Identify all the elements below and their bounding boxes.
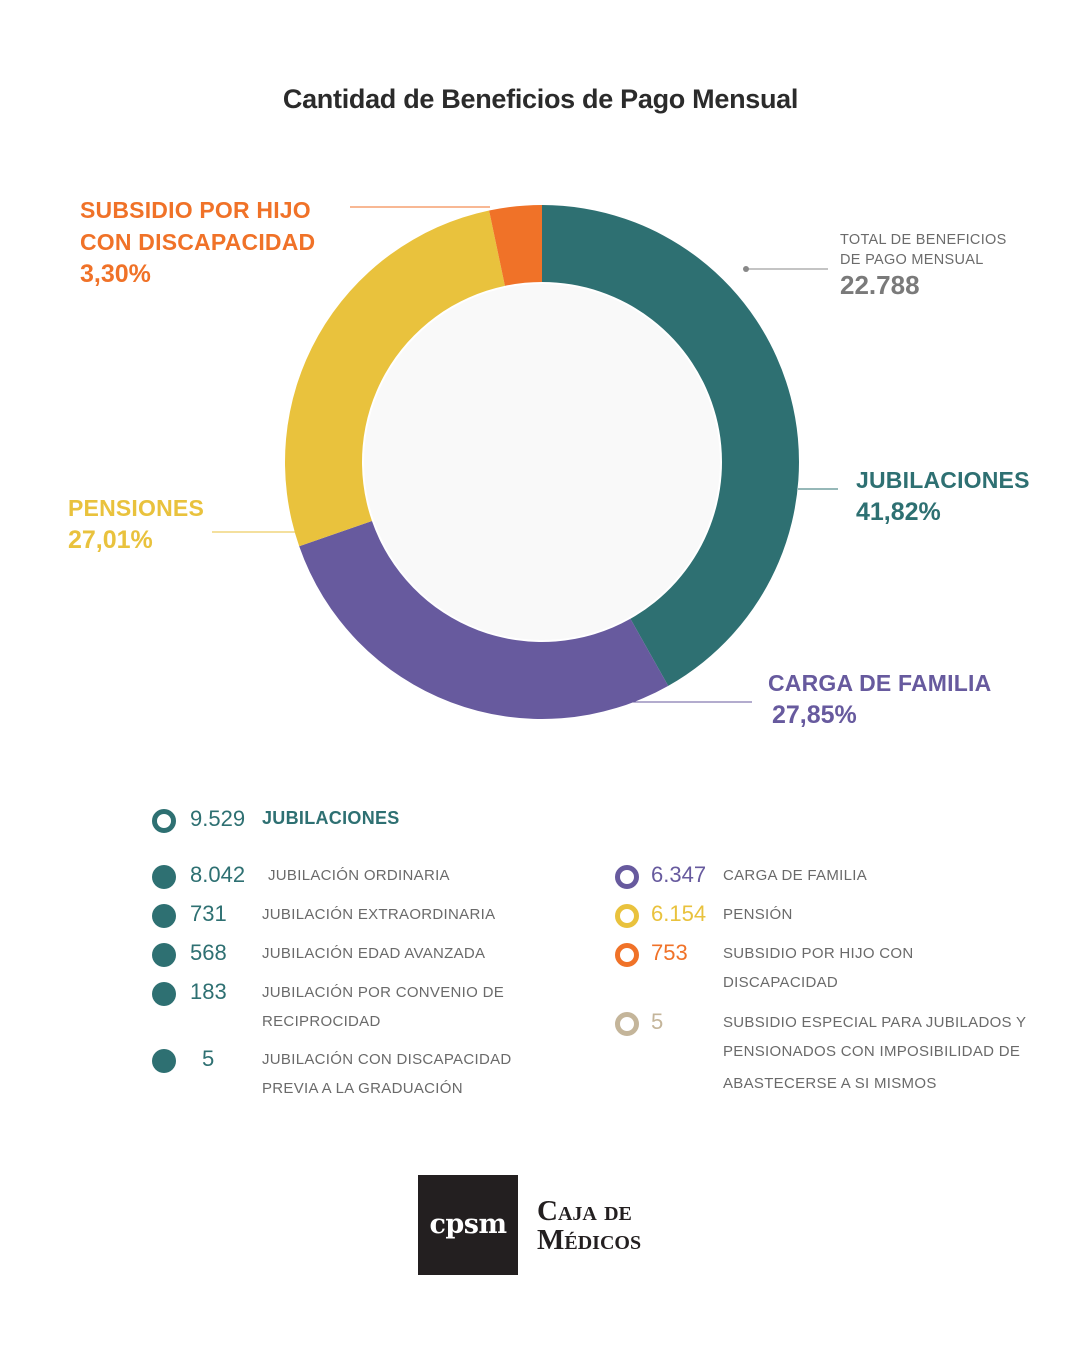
legend-ring-icon	[615, 904, 639, 928]
legend-item-line-2: RECIPROCIDAD	[262, 1013, 381, 1030]
legend-item-value: 5	[651, 1009, 664, 1034]
legend-header-label: JUBILACIONES	[262, 808, 400, 828]
legend-item-label	[262, 900, 495, 929]
pensiones-callout-pct: 27,01%	[68, 526, 153, 554]
pensiones-callout-label: PENSIONES	[68, 495, 205, 521]
legend-item-line-1: PENSIÓN	[723, 906, 793, 923]
donut-center	[364, 284, 720, 640]
logo-line-1: Caja de	[537, 1195, 632, 1227]
legend-item-label	[723, 861, 867, 890]
total-label-1: TOTAL DE BENEFICIOS	[840, 232, 1007, 248]
total-value: 22.788	[840, 270, 920, 300]
subsidio-callout-pct: 3,30%	[80, 260, 151, 288]
legend-item-line-1: JUBILACIÓN CON DISCAPACIDAD	[262, 1051, 512, 1068]
total-leader-dot	[743, 266, 749, 272]
legend-item-line-2: PENSIONADOS CON IMPOSIBILIDAD DE	[723, 1043, 1021, 1060]
jubilaciones-callout-label: JUBILACIONES	[856, 467, 1030, 493]
legend-item-value: 753	[651, 940, 688, 965]
caja-de-medicos-wordmark	[537, 1197, 641, 1255]
legend-item-label	[262, 939, 485, 968]
legend-dot-icon	[152, 904, 176, 928]
legend-item-line-1: SUBSIDIO ESPECIAL PARA JUBILADOS Y	[723, 1014, 1027, 1031]
carga-callout	[768, 667, 991, 731]
legend-dot-icon	[152, 982, 176, 1006]
legend-item-line-1: JUBILACIÓN EXTRAORDINARIA	[262, 906, 496, 923]
logo-line-2: Médicos	[537, 1224, 642, 1256]
legend-item-line-1: SUBSIDIO POR HIJO CON	[723, 945, 914, 962]
legend-ring-icon	[615, 865, 639, 889]
legend-item-line-3: ABASTECERSE A SI MISMOS	[723, 1075, 937, 1092]
legend-item-line-1: CARGA DE FAMILIA	[723, 867, 868, 884]
legend-dot-icon	[152, 865, 176, 889]
jubilaciones-callout-pct: 41,82%	[856, 498, 941, 526]
legend-item-label	[262, 978, 504, 1036]
chart-title: Cantidad de Beneficios de Pago Mensual	[282, 84, 799, 114]
legend-item-value: 6.347	[651, 862, 707, 887]
legend-item-label	[723, 900, 793, 929]
jubilaciones-callout	[856, 464, 1030, 528]
total-callout	[840, 230, 1007, 301]
cpsm-logo: cpsm	[418, 1175, 518, 1275]
legend-ring-icon	[615, 943, 639, 967]
carga-callout-pct: 27,85%	[772, 701, 857, 729]
legend-header-ring-icon	[152, 809, 176, 833]
legend-item-line-2: DISCAPACIDAD	[723, 974, 839, 991]
legend-item-line-1: JUBILACIÓN ORDINARIA	[268, 867, 450, 884]
legend-ring-icon	[615, 1012, 639, 1036]
legend-item-value: 568	[190, 940, 227, 965]
legend-dot-icon	[152, 1049, 176, 1073]
total-label-2: DE PAGO MENSUAL	[840, 252, 984, 268]
legend-item-value: 183	[190, 979, 227, 1004]
subsidio-callout	[80, 194, 315, 290]
legend-item-value: 8.042	[190, 862, 246, 887]
legend-item-line-2: PREVIA A LA GRADUACIÓN	[262, 1080, 463, 1097]
legend-item-line-1: JUBILACIÓN POR CONVENIO DE	[262, 984, 505, 1001]
legend-item-label	[268, 861, 450, 890]
legend-item-label	[262, 1045, 512, 1103]
legend-item-value: 731	[190, 901, 227, 926]
legend-item-line-1: JUBILACIÓN EDAD AVANZADA	[262, 945, 486, 962]
pensiones-callout	[68, 492, 204, 556]
legend-header-value: 9.529	[190, 806, 246, 831]
carga-callout-label: CARGA DE FAMILIA	[768, 670, 992, 696]
subsidio-callout-label-1: SUBSIDIO POR HIJO	[80, 197, 311, 223]
subsidio-callout-label-2: CON DISCAPACIDAD	[80, 229, 316, 255]
legend-item-label	[723, 1008, 1026, 1101]
legend-item-label	[723, 939, 914, 997]
legend-dot-icon	[152, 943, 176, 967]
legend-item-value: 5	[202, 1046, 215, 1071]
legend-item-value: 6.154	[651, 901, 707, 926]
